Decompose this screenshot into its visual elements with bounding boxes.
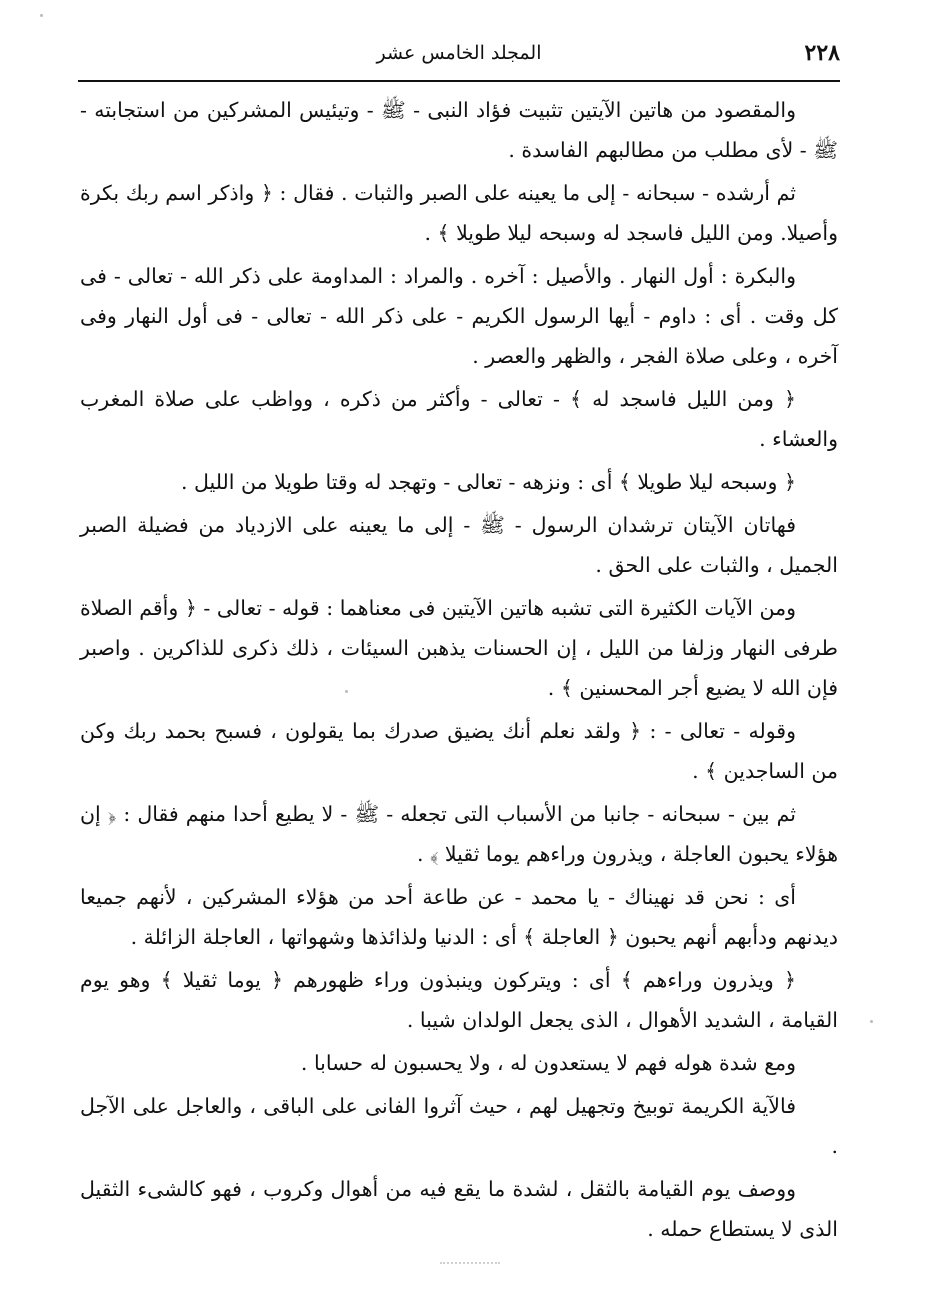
scan-speck (40, 14, 43, 17)
paragraph-4: ﴿ ومن الليل فاسجد له ﴾ - تعالى - وأكثر من ذكره ، وواظب على صلاة المغرب والعشاء . (80, 387, 838, 451)
page-number: ٢٢٨ (804, 40, 840, 66)
paragraph-5: ﴿ وسبحه ليلا طويلا ﴾ أى : ونزهه - تعالى - وتهجد له وقتا طويلا من الليل . (181, 470, 796, 494)
paragraph-13: فالآية الكريمة توبيخ وتجهيل لهم ، حيث آثروا الفانى على الباقى ، والعاجل على الآجل . (80, 1094, 838, 1158)
scan-dotted-mark (440, 1262, 500, 1264)
volume-title: المجلد الخامس عشر (376, 42, 542, 64)
paragraph-14: ووصف يوم القيامة بالثقل ، لشدة ما يقع فيه من أهوال وكروب ، فهو كالشىء الثقيل الذى لا يستطاع حمله . (80, 1177, 838, 1241)
scan-speck (345, 690, 348, 693)
paragraph-10: أى : نحن قد نهيناك - يا محمد - عن طاعة أحد من هؤلاء المشركين ، لأنهم جميعا ديدنهم ودأبهم أنهم يحبون ﴿ العاجلة ﴾ أى : الدنيا ولذائذها وشهواتها ، العاجلة الزائلة . (80, 885, 838, 949)
page-body (80, 90, 838, 1249)
scan-speck (870, 1020, 873, 1023)
paragraph-12: ومع شدة هوله فهم لا يستعدون له ، ولا يحسبون له حسابا . (300, 1051, 796, 1075)
paragraph-2: ثم أرشده - سبحانه - إلى ما يعينه على الصبر والثبات . فقال : ﴿ واذكر اسم ربك بكرة وأصيلا. ومن الليل فاسجد له وسبحه ليلا طويلا ﴾ . (80, 181, 838, 245)
paragraph-7: ومن الآيات الكثيرة التى تشبه هاتين الآيتين فى معناهما : قوله - تعالى - ﴿ وأقم الصلاة طرفى النهار وزلفا من الليل ، إن الحسنات يذهبن السيئات ، ذلك ذكرى للذاكرين . واصبر فإن الله لا يضيع أجر المحسنين ﴾ . (80, 596, 838, 700)
paragraph-9: ثم بين - سبحانه - جانبا من الأسباب التى تجعله - ﷺ - لا يطيع أحدا منهم فقال : ﴿ إن هؤلاء يحبون العاجلة ، ويذرون وراءهم يوما ثقيلا ﴾ . (80, 802, 838, 866)
paragraph-11: ﴿ ويذرون وراءهم ﴾ أى : ويتركون وينبذون وراء ظهورهم ﴿ يوما ثقيلا ﴾ وهو يوم القيامة ، الشديد الأهوال ، الذى يجعل الولدان شيبا . (80, 968, 838, 1032)
header-rule (78, 80, 840, 82)
paragraph-3: والبكرة : أول النهار . والأصيل : آخره . والمراد : المداومة على ذكر الله - تعالى - فى كل وقت . أى : داوم - أيها الرسول الكريم - على ذكر الله - تعالى - فى أول النهار وفى آخره ، وعلى صلاة الفجر ، والظهر والعصر . (80, 264, 838, 368)
paragraph-6: فهاتان الآيتان ترشدان الرسول - ﷺ - إلى ما يعينه على الازدياد من فضيلة الصبر الجميل ، والثبات على الحق . (80, 513, 838, 577)
paragraph-1: والمقصود من هاتين الآيتين تثبيت فؤاد النبى - ﷺ - وتيئيس المشركين من استجابته - ﷺ - لأى مطلب من مطالبهم الفاسدة . (80, 98, 838, 162)
running-header (78, 36, 840, 76)
paragraph-8: وقوله - تعالى - : ﴿ ولقد نعلم أنك يضيق صدرك بما يقولون ، فسبح بحمد ربك وكن من الساجدين ﴾ . (80, 719, 838, 783)
